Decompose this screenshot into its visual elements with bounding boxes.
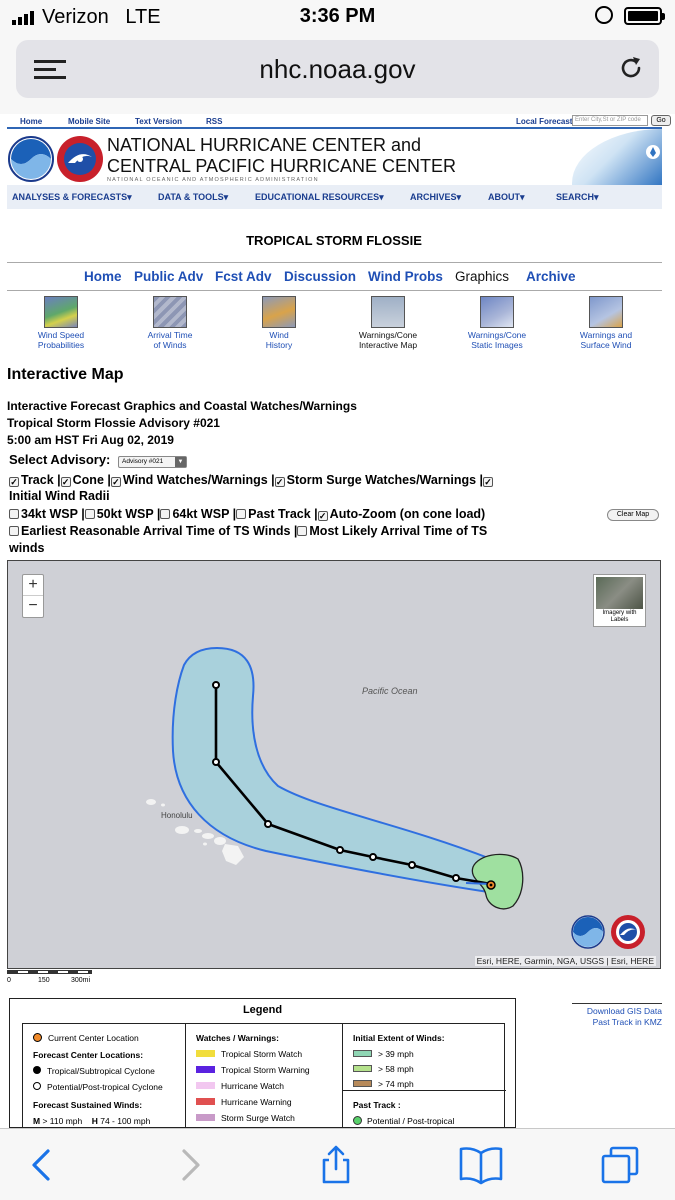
legend-sustained-heading bbox=[33, 1100, 142, 1110]
most-likely-arrival-checkbox[interactable] bbox=[297, 526, 307, 536]
wsp50-label: 50kt WSP | bbox=[96, 507, 161, 521]
clear-map-button[interactable]: Clear Map bbox=[607, 509, 659, 521]
top-link-rss[interactable]: RSS bbox=[206, 117, 223, 126]
wsp64-checkbox[interactable] bbox=[160, 509, 170, 519]
site-header bbox=[7, 127, 662, 185]
reload-icon[interactable] bbox=[617, 54, 645, 82]
earliest-arrival-label: Earliest Reasonable Arrival Time of TS Winds | bbox=[21, 524, 298, 538]
wind58-swatch bbox=[353, 1065, 372, 1072]
ocean-label: Pacific Ocean bbox=[362, 686, 418, 696]
select-advisory-row bbox=[9, 452, 187, 468]
tab-wind-probs[interactable]: Wind Probs bbox=[368, 269, 443, 284]
auto-zoom-checkbox[interactable]: ✓ bbox=[318, 511, 327, 521]
past-track-heading: Past Track : bbox=[353, 1100, 401, 1110]
graphic-interactive-map[interactable] bbox=[355, 296, 421, 350]
tab-home[interactable]: Home bbox=[84, 269, 122, 284]
graphic-label-6a[interactable]: Warnings and bbox=[579, 330, 633, 340]
graphic-surface-wind[interactable] bbox=[573, 296, 639, 350]
current-center-dot bbox=[490, 884, 493, 887]
storm-surge-watch-swatch bbox=[196, 1114, 215, 1121]
legend-watch-item bbox=[196, 1113, 295, 1123]
track-label: Track | bbox=[21, 473, 61, 487]
download-links bbox=[572, 1003, 662, 1028]
past-track-label: Past Track | bbox=[248, 507, 318, 521]
tropical-dot-icon bbox=[33, 1066, 41, 1074]
graphic-label-3b[interactable]: History bbox=[265, 340, 293, 350]
graphic-arrival-time[interactable] bbox=[137, 296, 203, 350]
legend-post-tropical bbox=[33, 1082, 163, 1092]
winds-heading: Initial Extent of Winds: bbox=[353, 1033, 445, 1043]
top-link-text[interactable]: Text Version bbox=[135, 117, 182, 126]
commerce-seal-icon bbox=[645, 141, 661, 163]
scale-150: 150 bbox=[38, 977, 50, 984]
legend-divider bbox=[342, 1090, 506, 1091]
graphic-label-6b[interactable]: Surface Wind bbox=[580, 340, 632, 350]
hurricane-watch-swatch bbox=[196, 1082, 215, 1089]
graphic-static-images[interactable] bbox=[464, 296, 530, 350]
noaa-logo-icon[interactable] bbox=[7, 135, 55, 183]
city-label: Honolulu bbox=[161, 811, 193, 820]
legend-forecast-heading bbox=[33, 1050, 143, 1060]
wind-history-thumbnail[interactable] bbox=[262, 296, 296, 328]
graphic-label-4b: Interactive Map bbox=[358, 340, 418, 350]
wind-speed-thumbnail[interactable] bbox=[44, 296, 78, 328]
graphic-label-3a[interactable]: Wind bbox=[269, 330, 289, 340]
url-text[interactable]: nhc.noaa.gov bbox=[259, 54, 416, 84]
tab-archive[interactable]: Archive bbox=[526, 269, 576, 284]
ts-watch-swatch bbox=[196, 1050, 215, 1057]
map-noaa-logo-icon bbox=[572, 916, 604, 948]
wsp34-checkbox[interactable] bbox=[9, 509, 19, 519]
graphic-label-4a: Warnings/Cone bbox=[358, 330, 418, 340]
map-attribution: Esri, HERE, Garmin, NGA, USGS | Esri, HERE bbox=[476, 956, 654, 966]
h-label: H bbox=[91, 1116, 98, 1126]
section-heading: Interactive Map bbox=[7, 366, 124, 383]
tropical-legend-label: Tropical/Subtropical Cyclone bbox=[47, 1066, 155, 1076]
graphic-wind-speed-probabilities[interactable] bbox=[28, 296, 94, 350]
carrier-label: Verizon bbox=[42, 6, 109, 28]
status-time: 3:36 PM bbox=[299, 5, 376, 27]
ts-warning-swatch bbox=[196, 1066, 215, 1073]
browser-chrome bbox=[0, 34, 675, 114]
storm-title: TROPICAL STORM FLOSSIE bbox=[246, 233, 422, 248]
legend-past-track-heading bbox=[353, 1100, 401, 1110]
local-forecast-input[interactable]: Enter City,St or ZIP code bbox=[572, 115, 648, 126]
nav-search[interactable]: SEARCH▾ bbox=[556, 192, 599, 202]
h-value: 74 - 100 mph bbox=[100, 1116, 151, 1126]
current-center-legend-label: Current Center Location bbox=[48, 1033, 139, 1043]
most-likely-arrival-label: Most Likely Arrival Time of TS bbox=[309, 524, 488, 538]
top-link-mobile[interactable]: Mobile Site bbox=[68, 117, 111, 126]
hurricane-warning-label: Hurricane Warning bbox=[221, 1097, 292, 1107]
legend-wind-item bbox=[353, 1064, 414, 1074]
header-title-line1: NATIONAL HURRICANE CENTER and bbox=[107, 135, 422, 155]
hurricane-watch-label: Hurricane Watch bbox=[221, 1081, 284, 1091]
map-nws-logo-icon bbox=[611, 915, 645, 949]
nav-analyses[interactable]: ANALYSES & FORECASTS▾ bbox=[12, 192, 132, 202]
legend-divider bbox=[185, 1024, 186, 1134]
post-tropical-dot-icon bbox=[33, 1082, 41, 1090]
surface-wind-thumbnail[interactable] bbox=[589, 296, 623, 328]
imagery-thumbnail[interactable] bbox=[596, 577, 643, 609]
most-likely-arrival-label-cont: winds bbox=[9, 541, 45, 555]
address-bar[interactable] bbox=[16, 40, 659, 98]
scale-300: 300mi bbox=[71, 977, 91, 984]
legend-divider bbox=[342, 1024, 343, 1134]
nws-logo-icon[interactable] bbox=[55, 133, 105, 185]
track-checkbox[interactable]: ✓ bbox=[10, 477, 18, 487]
storm-surge-label: Storm Surge Watches/Warnings | bbox=[286, 473, 484, 487]
header-subtitle: NATIONAL OCEANIC AND ATMOSPHERIC ADMINISTRATION bbox=[107, 177, 319, 183]
graphic-label-1a[interactable]: Wind Speed bbox=[37, 330, 85, 340]
tab-fcst-adv[interactable]: Fcst Adv bbox=[215, 269, 272, 284]
legend-current-center bbox=[33, 1033, 139, 1043]
advisory-line1: Interactive Forecast Graphics and Coastal Watches/Warnings bbox=[7, 399, 357, 413]
tab-discussion[interactable]: Discussion bbox=[284, 269, 357, 284]
scale-bar-graphic bbox=[7, 970, 92, 974]
network-label: LTE bbox=[125, 6, 161, 28]
wind-radii-label: Initial Wind Radii bbox=[9, 489, 110, 503]
nav-archives[interactable]: ARCHIVES▾ bbox=[410, 192, 462, 202]
wind74-label: > 74 mph bbox=[378, 1079, 414, 1089]
earliest-arrival-checkbox[interactable] bbox=[9, 526, 19, 536]
nav-data-tools[interactable]: DATA & TOOLS▾ bbox=[158, 192, 229, 202]
basemap-toggle[interactable] bbox=[593, 574, 646, 627]
legend-body bbox=[22, 1023, 505, 1133]
interactive-map-thumbnail[interactable] bbox=[371, 296, 405, 328]
legend-past-track-item bbox=[353, 1116, 454, 1126]
header-title-line2: CENTRAL PACIFIC HURRICANE CENTER bbox=[107, 156, 457, 176]
cone-checkbox[interactable]: ✓ bbox=[61, 477, 70, 487]
battery-icon bbox=[624, 7, 662, 25]
past-track-dot-icon bbox=[353, 1116, 362, 1125]
imagery-label: Imagery with Labels bbox=[602, 610, 637, 623]
tabs-icon[interactable] bbox=[600, 1145, 640, 1185]
wsp50-checkbox[interactable] bbox=[85, 509, 95, 519]
zoom-in-button[interactable]: + bbox=[23, 575, 43, 596]
graphic-label-5b[interactable]: Static Images bbox=[471, 340, 523, 350]
back-icon[interactable] bbox=[22, 1145, 62, 1185]
wind-warnings-label: Wind Watches/Warnings | bbox=[122, 473, 275, 487]
current-center-legend-icon bbox=[33, 1033, 42, 1042]
select-advisory-label: Select Advisory: bbox=[9, 452, 111, 467]
layer-options-row4 bbox=[9, 524, 487, 538]
watches-heading: Watches / Warnings: bbox=[196, 1033, 279, 1043]
legend-watch-item bbox=[196, 1065, 310, 1075]
scale-0: 0 bbox=[7, 977, 11, 984]
nav-educational[interactable]: EDUCATIONAL RESOURCES▾ bbox=[255, 192, 384, 202]
legend-wind-item bbox=[353, 1079, 414, 1089]
ts-watch-label: Tropical Storm Watch bbox=[221, 1049, 303, 1059]
advisory-line3: 5:00 am HST Fri Aug 02, 2019 bbox=[7, 433, 174, 447]
tab-graphics[interactable]: Graphics bbox=[455, 269, 510, 284]
go-button[interactable]: Go bbox=[651, 115, 671, 126]
main-nav bbox=[7, 185, 662, 209]
forward-icon[interactable] bbox=[170, 1145, 210, 1185]
ts-warning-label: Tropical Storm Warning bbox=[221, 1065, 310, 1075]
nav-about[interactable]: ABOUT▾ bbox=[488, 192, 525, 202]
graphic-label-2a[interactable]: Arrival Time bbox=[147, 330, 193, 340]
wind58-label: > 58 mph bbox=[378, 1064, 414, 1074]
local-forecast-label: Local Forecast bbox=[516, 117, 573, 126]
past-track-item-label: Potential / Post-tropical bbox=[367, 1116, 455, 1126]
legend-watch-item bbox=[196, 1097, 292, 1107]
wind-warnings-checkbox[interactable]: ✓ bbox=[112, 477, 120, 487]
sustained-heading: Forecast Sustained Winds: bbox=[33, 1100, 143, 1110]
alarm-icon bbox=[595, 6, 613, 24]
advisory-line2: Tropical Storm Flossie Advisory #021 bbox=[7, 416, 220, 430]
map-legend bbox=[9, 998, 516, 1128]
download-gis-link[interactable]: Download GIS Data bbox=[572, 1003, 662, 1017]
bookmarks-icon[interactable] bbox=[458, 1145, 504, 1185]
past-track-kmz-link[interactable]: Past Track in KMZ bbox=[592, 1017, 662, 1027]
layer-options-row1 bbox=[9, 473, 495, 487]
top-link-home[interactable]: Home bbox=[20, 117, 43, 126]
zoom-out-button[interactable]: − bbox=[28, 597, 38, 614]
map-canvas[interactable] bbox=[8, 561, 661, 969]
wind39-swatch bbox=[353, 1050, 372, 1057]
m-label: M bbox=[33, 1116, 41, 1126]
advisory-select-value: Advisory #021 bbox=[122, 458, 164, 465]
legend-title: Legend bbox=[242, 1004, 283, 1016]
legend-sustained-values bbox=[33, 1116, 150, 1126]
wind74-swatch bbox=[353, 1080, 372, 1087]
top-links bbox=[7, 115, 662, 127]
m-value: > 110 mph bbox=[42, 1116, 83, 1126]
tab-public-adv[interactable]: Public Adv bbox=[134, 269, 204, 284]
browser-toolbar bbox=[0, 1128, 675, 1200]
graphic-label-5a[interactable]: Warnings/Cone bbox=[467, 330, 527, 340]
arrival-time-thumbnail[interactable] bbox=[153, 296, 187, 328]
legend-watch-item bbox=[196, 1081, 284, 1091]
static-images-thumbnail[interactable] bbox=[480, 296, 514, 328]
zoom-control bbox=[22, 574, 44, 618]
storm-surge-checkbox[interactable]: ✓ bbox=[275, 477, 284, 487]
legend-winds-heading bbox=[353, 1033, 445, 1043]
hurricane-warning-swatch bbox=[196, 1098, 215, 1105]
layer-options-row3 bbox=[9, 507, 485, 521]
advisory-select[interactable] bbox=[118, 456, 187, 468]
legend-watches-heading bbox=[196, 1033, 279, 1043]
wind-radii-checkbox[interactable]: ✓ bbox=[484, 477, 492, 487]
legend-wind-item bbox=[353, 1049, 414, 1059]
cone-label: Cone | bbox=[72, 473, 111, 487]
product-tabs bbox=[7, 262, 662, 291]
post-tropical-legend-label: Potential/Post-tropical Cyclone bbox=[47, 1082, 163, 1092]
status-bar bbox=[0, 0, 675, 34]
wsp34-label: 34kt WSP | bbox=[21, 507, 85, 521]
graphic-wind-history[interactable] bbox=[246, 296, 312, 350]
storm-surge-watch-label: Storm Surge Watch bbox=[221, 1113, 295, 1123]
auto-zoom-label: Auto-Zoom (on cone load) bbox=[329, 507, 486, 521]
chevron-down-icon: ▼ bbox=[175, 457, 186, 467]
legend-watch-item bbox=[196, 1049, 302, 1059]
past-track-checkbox[interactable] bbox=[236, 509, 246, 519]
interactive-map[interactable] bbox=[7, 560, 661, 969]
legend-tropical bbox=[33, 1066, 155, 1076]
wsp64-label: 64kt WSP | bbox=[172, 507, 237, 521]
map-scale-bar bbox=[7, 970, 107, 988]
share-icon[interactable] bbox=[316, 1145, 356, 1185]
wind39-label: > 39 mph bbox=[378, 1049, 414, 1059]
graphic-label-1b[interactable]: Probabilities bbox=[37, 340, 85, 350]
graphic-label-2b[interactable]: of Winds bbox=[153, 340, 187, 350]
forecast-center-heading: Forecast Center Locations: bbox=[33, 1050, 144, 1060]
